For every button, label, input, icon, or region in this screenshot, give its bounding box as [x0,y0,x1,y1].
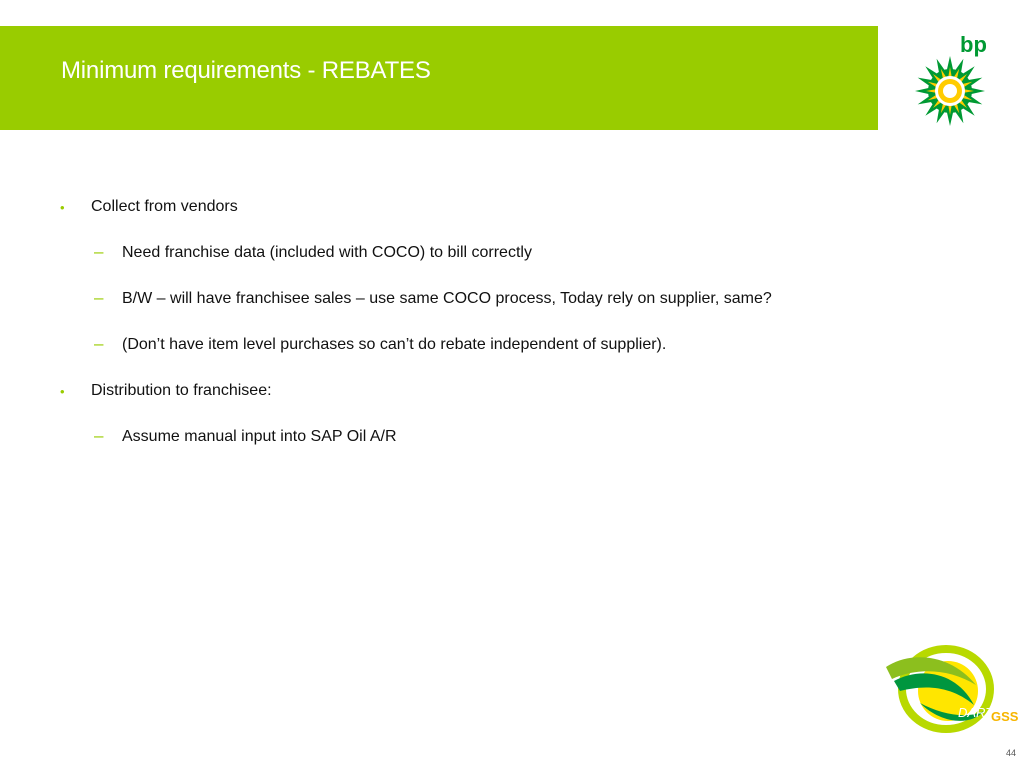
bullet-marker: • [60,384,65,399]
bp-logo-text: bp [960,32,987,57]
bullet-item: Collect from vendors [91,198,238,215]
slide-title: Minimum requirements - REBATES [61,57,431,84]
bullet-item: Distribution to franchisee: [91,382,272,399]
sub-bullet-marker: – [94,426,104,445]
sub-bullet-item: Need franchise data (included with COCO) to bill correctly [122,244,532,261]
bullet-marker: • [60,200,65,215]
gss-logo-text: GSS [991,709,1019,724]
sub-bullet-marker: – [94,242,104,261]
sub-bullet-item: B/W – will have franchisee sales – use same COCO process, Today rely on supplier, same? [122,290,772,307]
page-number: 44 [1005,748,1016,758]
dart-gss-logo [880,645,1024,735]
sub-bullet-item: Assume manual input into SAP Oil A/R [122,428,397,445]
sub-bullet-marker: – [94,288,104,307]
sub-bullet-marker: – [94,334,104,353]
dart-logo-text: DART [958,705,994,720]
sub-bullet-item: (Don’t have item level purchases so can’t do rebate independent of supplier). [122,336,667,353]
